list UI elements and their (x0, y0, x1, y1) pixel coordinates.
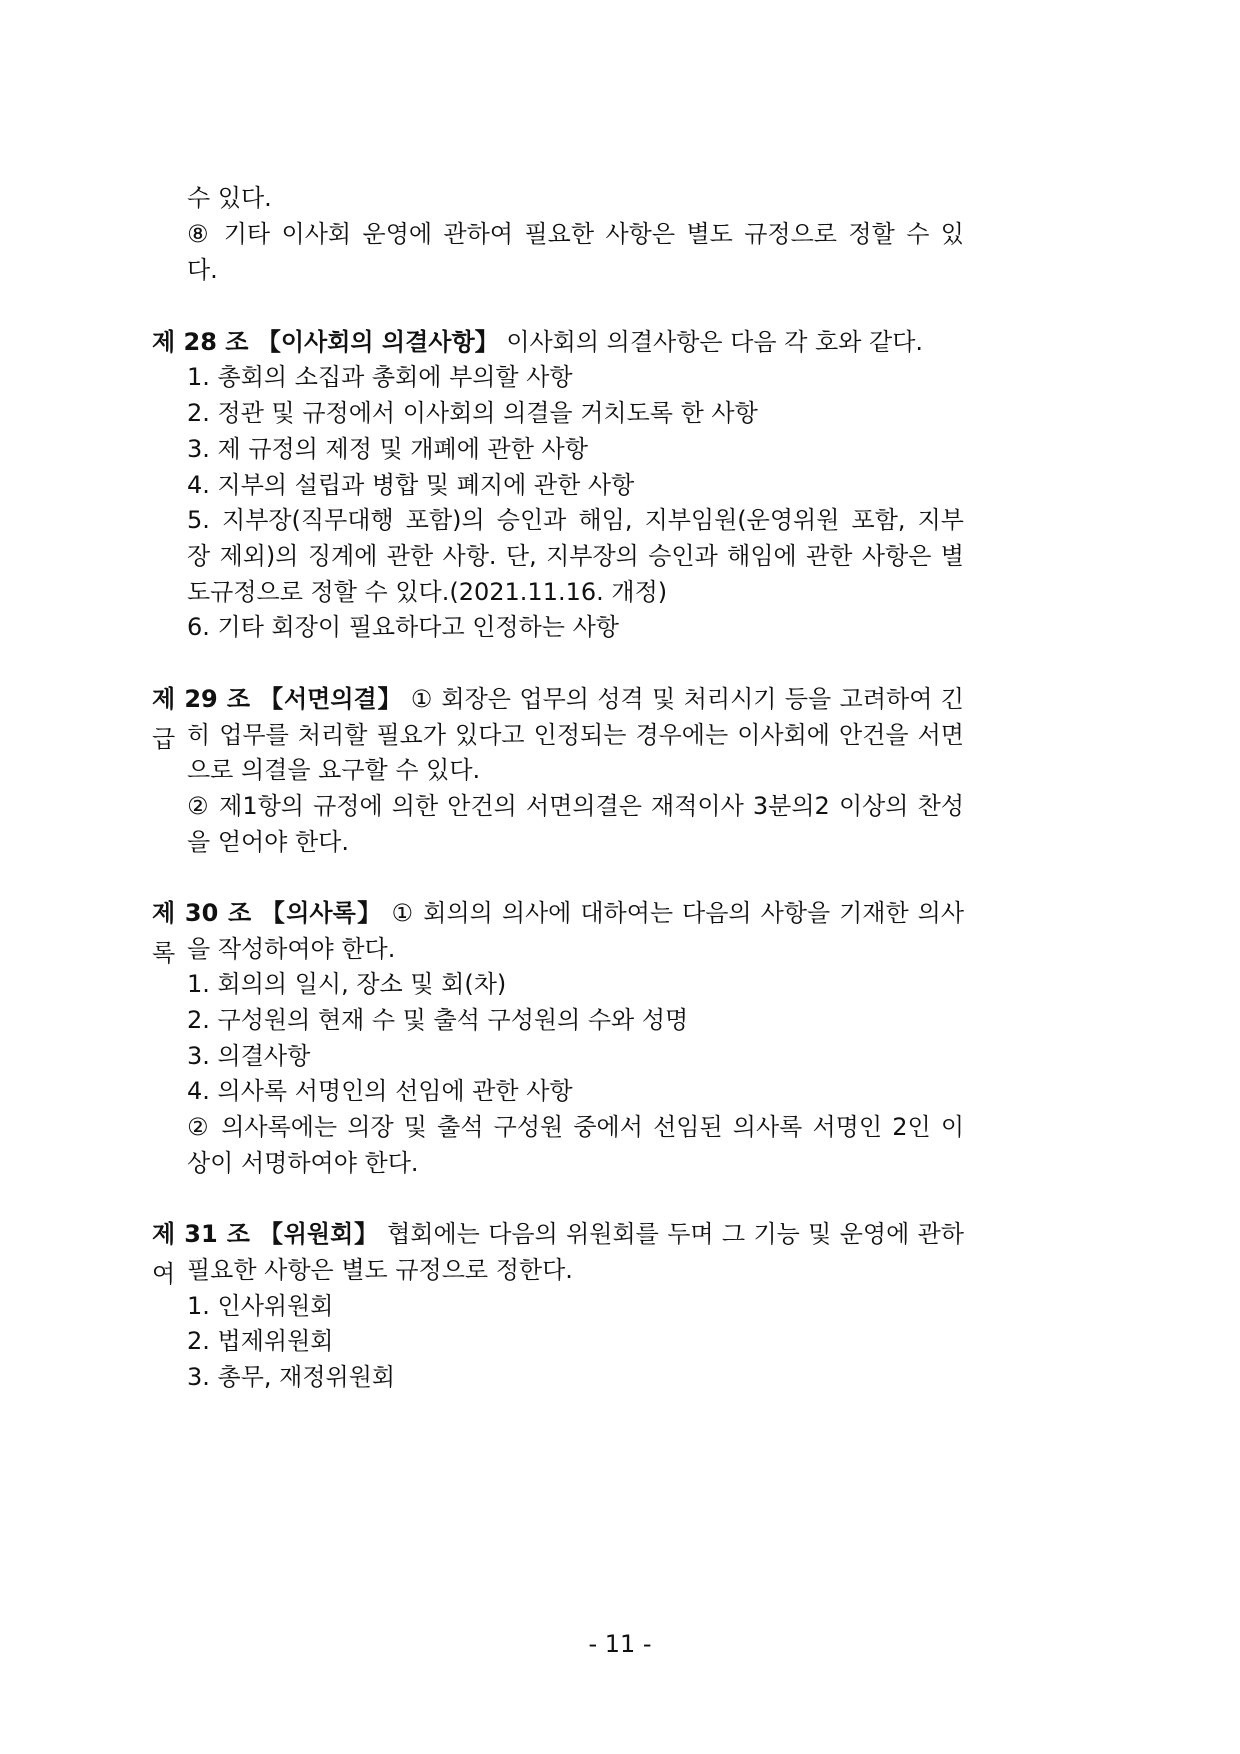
text-line: ② 의사록에는 의장 및 출석 구성원 중에서 선임된 의사록 서명인 2인 이 (187, 1113, 964, 1141)
text-line: 히 업무를 처리할 필요가 있다고 인정되는 경우에는 이사회에 안건을 서면 (187, 721, 964, 749)
text-line: 을 얻어야 한다. (187, 828, 349, 856)
list-item: 1. 총회의 소집과 총회에 부의할 사항 (187, 363, 573, 391)
list-item: 1. 회의의 일시, 장소 및 회(차) (187, 970, 507, 998)
text-line: 을 작성하여야 한다. (187, 935, 396, 963)
article-30-text: ① 회의의 의사에 대하여는 다음의 사항을 기재한 의사록 (152, 899, 965, 967)
list-item: 2. 구성원의 현재 수 및 출석 구성원의 수와 성명 (187, 1006, 689, 1034)
article-30-heading: 제 30 조 【의사록】 (152, 899, 383, 927)
page-number: - 11 - (588, 1630, 652, 1658)
text-line: ② 제1항의 규정에 의한 안건의 서면의결은 재적이사 3분의2 이상의 찬성 (187, 792, 964, 820)
article-29-heading: 제 29 조 【서면의결】 (152, 685, 403, 713)
text-line: 으로 의결을 요구할 수 있다. (187, 756, 481, 784)
article-28-first-line (152, 322, 923, 362)
list-item: 4. 지부의 설립과 병합 및 폐지에 관한 사항 (187, 471, 635, 499)
text-line: 필요한 사항은 별도 규정으로 정한다. (187, 1256, 573, 1284)
list-item: 5. 지부장(직무대행 포함)의 승인과 해임, 지부임원(운영위원 포함, 지부 (187, 506, 964, 534)
article-31-text: 협회에는 다음의 위원회를 두며 그 기능 및 운영에 관하여 (152, 1220, 964, 1288)
article-28-intro: 이사회의 의결사항은 다음 각 호와 같다. (506, 328, 924, 356)
list-item: 6. 기타 회장이 필요하다고 인정하는 사항 (187, 613, 619, 641)
list-item: 2. 정관 및 규정에서 이사회의 의결을 거치도록 한 사항 (187, 399, 758, 427)
text-line: 도규정으로 정할 수 있다.(2021.11.16. 개정) (187, 578, 668, 606)
list-item: 4. 의사록 서명인의 선임에 관한 사항 (187, 1077, 573, 1105)
list-item: 2. 법제위원회 (187, 1327, 334, 1355)
text-line: ⑧ 기타 이사회 운영에 관하여 필요한 사항은 별도 규정으로 정할 수 있 (187, 220, 964, 248)
list-item: 3. 제 규정의 제정 및 개폐에 관한 사항 (187, 435, 588, 463)
text-line: 다. (187, 256, 218, 284)
list-item: 1. 인사위원회 (187, 1292, 334, 1320)
article-28-heading: 제 28 조 【이사회의 의결사항】 (152, 328, 499, 356)
text-line: 수 있다. (187, 184, 272, 212)
article-29-text: ① 회장은 업무의 성격 및 처리시기 등을 고려하여 긴급 (152, 685, 964, 753)
text-line: 상이 서명하여야 한다. (187, 1149, 419, 1177)
list-item: 3. 총무, 재정위원회 (187, 1363, 396, 1391)
text-line: 장 제외)의 징계에 관한 사항. 단, 지부장의 승인과 해임에 관한 사항은 별 (187, 542, 964, 570)
article-31-heading: 제 31 조 【위원회】 (152, 1220, 379, 1248)
list-item: 3. 의결사항 (187, 1042, 311, 1070)
